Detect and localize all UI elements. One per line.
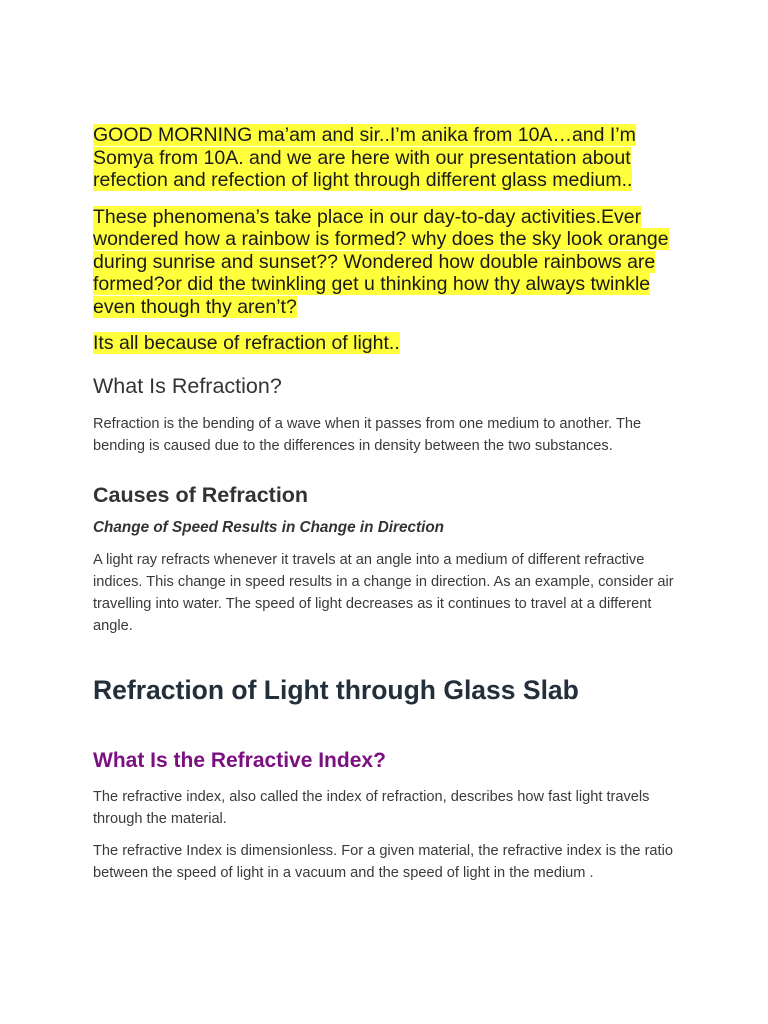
causes-subheading: Change of Speed Results in Change in Direction (93, 518, 445, 536)
highlighted-text: These phenomena’s take place in our day-to-day activities.Ever wondered how a rainbow is formed? why does the sky look orange during sunrise and sunset?? Wondered how double rainbows are formed?or did the twinkling get u thinking how thy always twinkle even though thy aren’t? (93, 205, 669, 318)
intro-paragraph-1 (93, 124, 683, 192)
refractive-index-body-1: The refractive index, also called the index of refraction, describes how fast light travels through the material. (93, 788, 650, 827)
causes-heading: Causes of Refraction (93, 482, 309, 507)
refractive-index-body-2: The refractive Index is dimensionless. For a given material, the refractive index is the ratio between the speed of light in a vacuum and the speed of light in the medium . (93, 842, 673, 881)
refractive-index-heading: What Is the Refractive Index? (93, 748, 386, 772)
intro-paragraph-3 (93, 332, 683, 355)
document-page (93, 124, 683, 884)
refraction-body: Refraction is the bending of a wave when it passes from one medium to another. The bending is caused due to the differences in density between the two substances. (93, 415, 642, 454)
causes-body: A light ray refracts whenever it travels at an angle into a medium of different refractive indices. This change in speed results in a change in direction. As an example, consider air travelling into water. The speed of light decreases as it continues to travel at a different angle. (93, 551, 674, 634)
intro-paragraph-2 (93, 206, 683, 319)
highlighted-text: GOOD MORNING ma’am and sir..I’m anika from 10A…and I’m Somya from 10A. and we are here with our presentation about refection and refection of light through different glass medium.. (93, 124, 636, 191)
highlighted-text: Its all because of refraction of light.. (93, 332, 400, 354)
glass-slab-heading: Refraction of Light through Glass Slab (93, 674, 579, 705)
refraction-heading: What Is Refraction? (93, 373, 282, 398)
